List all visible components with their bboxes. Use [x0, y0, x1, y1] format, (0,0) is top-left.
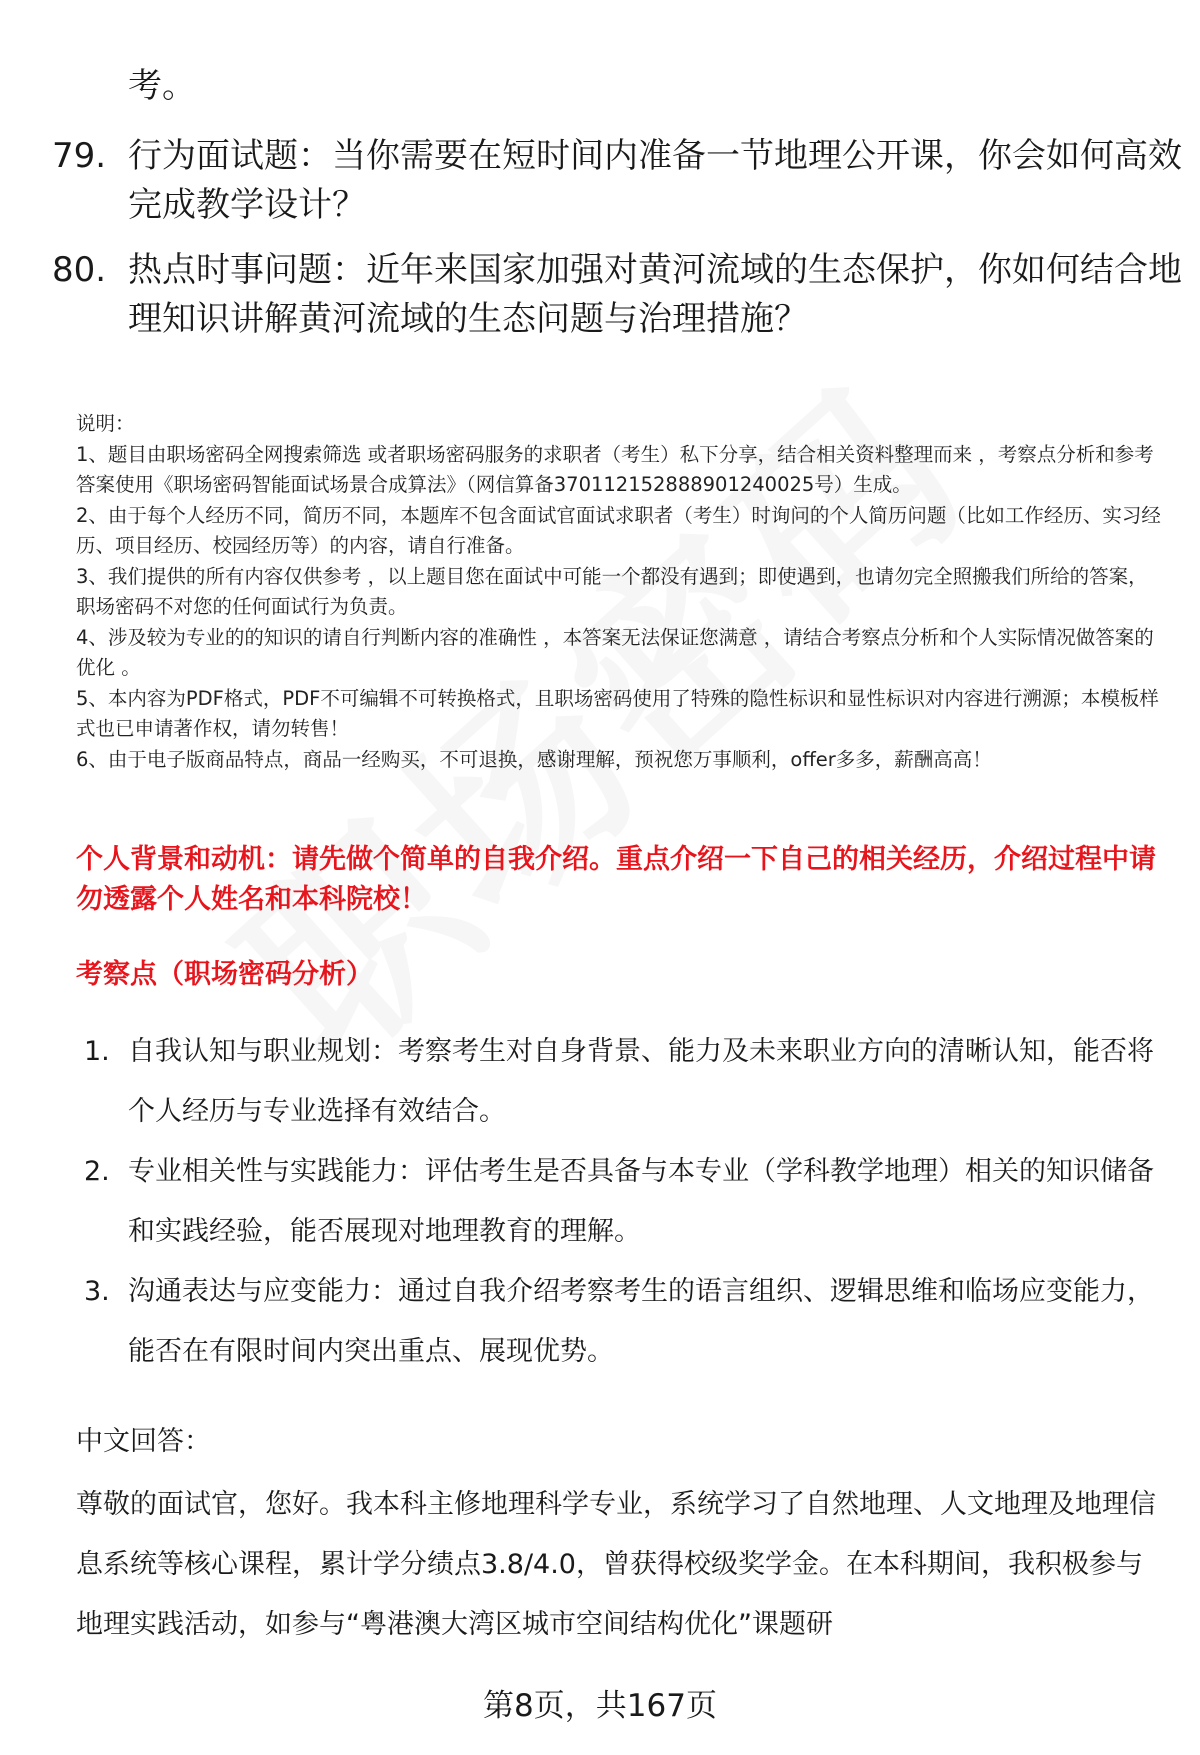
answer-text: 尊敬的面试官，您好。我本科主修地理科学专业，系统学习了自然地理、人文地理及地理信息系统等核心课程，累计学分绩点3.8/4.0，曾获得校级奖学金。在本科期间，我积极参与地理实践活动，如参与“粤港澳大湾区城市空间结构优化”课题研 [76, 1489, 1156, 1640]
point-text: 自我认知与职业规划：考察考生对自身背景、能力及未来职业方向的清晰认知，能否将个人经历与专业选择有效结合。 [128, 1036, 1154, 1127]
question-number: 80. [52, 250, 107, 290]
background-question: 个人背景和动机：请先做个简单的自我介绍。重点介绍一下自己的相关经历，介绍过程中请勿透露个人姓名和本科院校！ [76, 844, 1156, 915]
notes-section [76, 409, 1166, 775]
point-number: 2. [84, 1156, 110, 1187]
answer-heading: 中文回答： [76, 1426, 211, 1457]
note-item: 3、我们提供的所有内容仅供参考 ，以上题目您在面试中可能一个都没有遇到；即使遇到，也请勿完全照搬我们所给的答案，职场密码不对您的任何面试行为负责。 [76, 564, 1148, 618]
note-item: 6、由于电子版商品特点，商品一经购买，不可退换，感谢理解，预祝您万事顺利，offer多多，薪酬高高！ [76, 747, 992, 771]
page-footer: 第8页，共167页 [483, 1688, 717, 1724]
point-text: 专业相关性与实践能力：评估考生是否具备与本专业（学科教学地理）相关的知识储备和实践经验，能否展现对地理教育的理解。 [128, 1156, 1154, 1247]
note-item: 1、题目由职场密码全网搜索筛选 或者职场密码服务的求职者（考生）私下分享，结合相关资料整理而来 ，考察点分析和参考答案使用《职场密码智能面试场景合成算法》（网信算备370112152888901240025号）生成。 [76, 442, 1154, 496]
note-item: 4、涉及较为专业的的知识的请自行判断内容的准确性 ，本答案无法保证您满意 ，请结合考察点分析和个人实际情况做答案的优化 。 [76, 625, 1154, 679]
points-heading: 考察点（职场密码分析） [76, 959, 373, 990]
question-text: 行为面试题：当你需要在短时间内准备一节地理公开课，你会如何高效完成教学设计？ [128, 136, 1182, 225]
question-text: 热点时事问题：近年来国家加强对黄河流域的生态保护，你如何结合地理知识讲解黄河流域的生态问题与治理措施？ [128, 250, 1182, 339]
point-number: 1. [84, 1036, 110, 1067]
question-number: 79. [52, 136, 107, 176]
point-number: 3. [84, 1276, 110, 1307]
note-item: 5、本内容为PDF格式，PDF不可编辑不可转换格式，且职场密码使用了特殊的隐性标识和显性标识对内容进行溯源；本模板样式也已申请著作权，请勿转售！ [76, 686, 1159, 740]
continuation-text: 考。 [128, 66, 196, 106]
point-text: 沟通表达与应变能力：通过自我介绍考察考生的语言组织、逻辑思维和临场应变能力，能否在有限时间内突出重点、展现优势。 [128, 1276, 1154, 1367]
note-item: 2、由于每个人经历不同，简历不同，本题库不包含面试官面试求职者（考生）时询问的个人简历问题（比如工作经历、实习经历、项目经历、校园经历等）的内容，请自行准备。 [76, 503, 1161, 557]
notes-title: 说明： [76, 412, 135, 435]
